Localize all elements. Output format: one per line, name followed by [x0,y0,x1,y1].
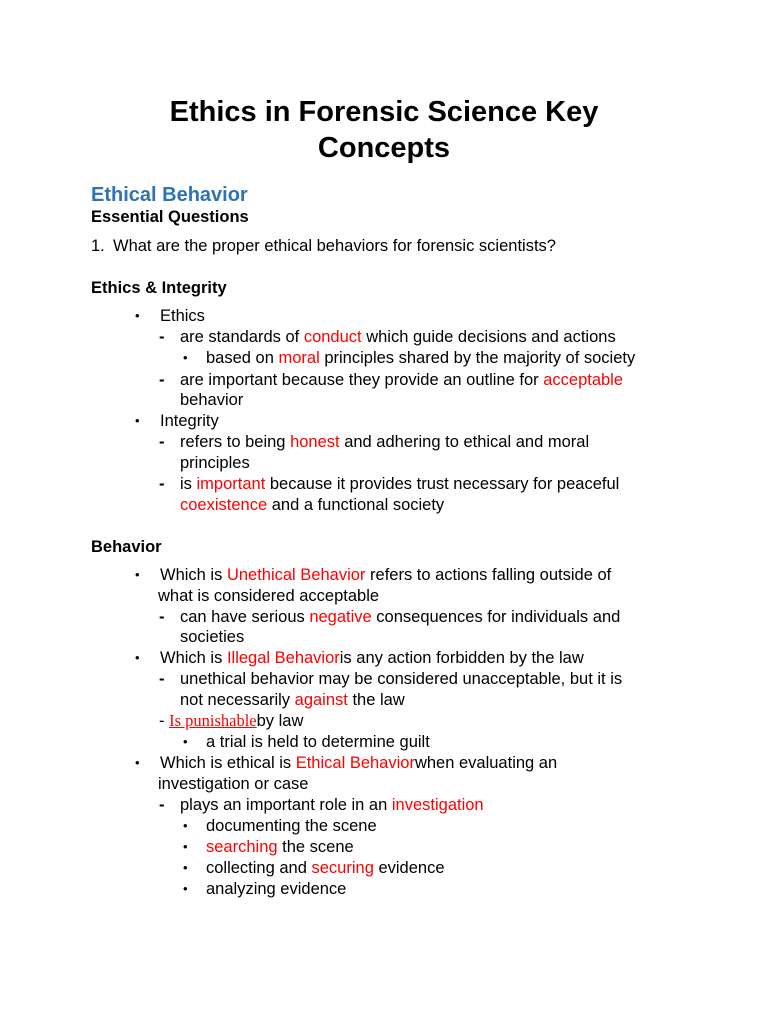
highlight-text: Illegal Behavior [226,649,340,667]
list-item-punishable [159,711,303,731]
text-segment: based on [206,349,279,367]
text-segment: the scene [277,838,354,856]
list-item-unethical [160,565,611,585]
highlight-text: Is punishable [169,711,257,730]
text-segment: and adhering to ethical and moral [339,433,590,451]
text-segment: consequences for individuals and [371,608,621,626]
text-segment: the law [347,691,405,709]
highlight-text: important [196,475,266,493]
highlight-text: securing [311,859,374,877]
bullet-icon: • [183,881,188,896]
dash-icon: - [159,608,165,626]
heading-ethics-integrity: Ethics & Integrity [91,279,227,297]
question-number: 1. [91,237,105,255]
list-item-analyzing: analyzing evidence [206,880,347,898]
text-segment: when evaluating an [414,754,558,772]
list-item-ethical [160,753,557,773]
list-item-integrity: Integrity [160,412,219,430]
dash-icon: - [159,475,165,493]
list-item-unacceptable: unethical behavior may be considered unacceptable, but it is [180,670,623,688]
bullet-icon: • [135,308,140,323]
bullet-icon: • [135,567,140,582]
list-item-ethics: Ethics [160,307,205,325]
list-item-securing [206,858,445,878]
heading-ethical-behavior: Ethical Behavior [91,184,248,206]
list-item-illegal [160,648,584,668]
list-item-ethics-conduct [180,327,616,347]
highlight-text: honest [290,433,340,451]
text-segment: are standards of [180,328,304,346]
text-segment: Which is [160,649,227,667]
highlight-text: negative [309,608,372,626]
list-item-unethical-cont: what is considered acceptable [158,587,380,605]
highlight-text: against [294,691,348,709]
list-item-integrity-honest-cont: principles [180,454,250,472]
title-line-1: Ethics in Forensic Science Key [169,96,599,128]
text-segment: evidence [373,859,445,877]
bullet-icon: • [183,350,188,365]
dash-icon: - [159,796,165,814]
text-segment: Which is [160,566,227,584]
list-item-negative-cont: societies [180,628,245,646]
highlight-text: acceptable [543,371,624,389]
list-item-integrity-important-cont [180,495,444,515]
question-text: What are the proper ethical behaviors for forensic scientists? [113,237,556,255]
text-segment: is any action forbidden by the law [339,649,584,667]
list-item-integrity-important [180,474,619,494]
bullet-icon: • [183,818,188,833]
title-line-2: Concepts [317,132,451,164]
dash-icon: - [159,371,165,389]
list-item-integrity-honest [180,432,589,452]
bullet-icon: • [183,734,188,749]
list-item-trial: a trial is held to determine guilt [206,733,430,751]
bullet-icon: • [135,650,140,665]
highlight-text: investigation [391,796,484,814]
heading-behavior: Behavior [91,538,162,556]
highlight-text: moral [278,349,320,367]
highlight-text: Unethical Behavior [226,566,366,584]
dash-icon: - [159,433,165,451]
list-item-ethical-cont: investigation or case [158,775,309,793]
highlight-text: searching [206,838,278,856]
subheading-essential-questions: Essential Questions [91,208,249,226]
text-segment: can have serious [180,608,310,626]
text-segment: Which is ethical is [160,754,296,772]
text-segment: which guide decisions and actions [361,328,616,346]
text-segment: refers to being [180,433,291,451]
text-segment: are important because they provide an outline for [180,371,544,389]
list-item-documenting: documenting the scene [206,817,377,835]
text-segment: plays an important role in an [180,796,392,814]
text-segment: by law [256,712,304,730]
list-item-unacceptable-cont [180,690,405,710]
bullet-icon: • [183,860,188,875]
highlight-text: conduct [303,328,362,346]
text-segment: and a functional society [267,496,445,514]
text-segment: refers to actions falling outside of [365,566,612,584]
list-item-ethics-outline-cont: behavior [180,391,244,409]
list-item-investigation [180,795,484,815]
text-segment: not necessarily [180,691,295,709]
list-item-searching [206,837,354,857]
list-item-negative [180,607,620,627]
text-segment: principles shared by the majority of society [319,349,636,367]
highlight-text: coexistence [180,496,268,514]
bullet-icon: • [183,839,188,854]
dash-icon: - [159,328,165,346]
dash-icon: - [159,712,170,730]
list-item-ethics-outline [180,370,623,390]
text-segment: is [180,475,197,493]
list-item-moral-principles [206,348,635,368]
bullet-icon: • [135,755,140,770]
dash-icon: - [159,670,165,688]
text-segment: because it provides trust necessary for peaceful [265,475,620,493]
highlight-text: Ethical Behavior [295,754,415,772]
document-title [84,94,684,166]
text-segment: collecting and [206,859,312,877]
bullet-icon: • [135,413,140,428]
